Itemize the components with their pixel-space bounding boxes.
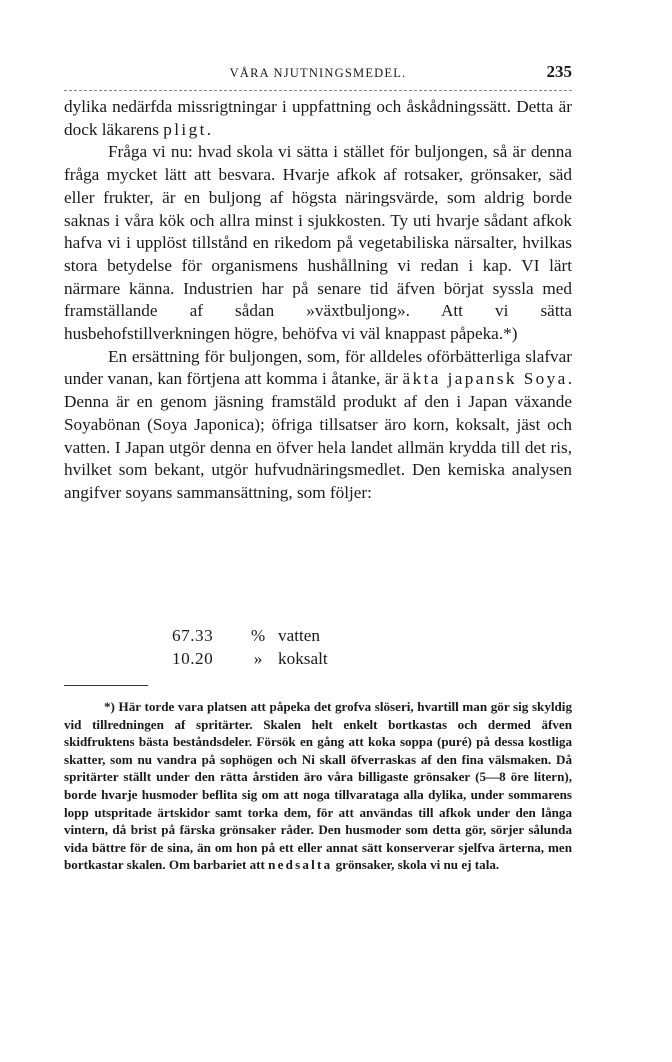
paragraph-3: [64, 346, 572, 505]
paragraph-2: Fråga vi nu: hvad skola vi sätta i stället för buljongen, så är denna fråga mycket lätt att besvara. Hvarje afkok af rotsaker, grönsaker, säd eller frukter, är en buljong af högsta näringsvärde, som aldrig borde saknas i våra kök och allra minst i sjukkosten. Ty uti hvarje sådant afkok hafva vi i upplöst tillstånd en rikedom på vegetabiliska närsalter, hvilkas stora betydelse för organismens hushållning vi redan i kap. VI lärt närmare känna. Industrien har på senare tid äfven börjat syssla med framställande af sådan »växtbuljong». Att vi sätta husbehofstillverkningen högre, behöfva vi väl knappast påpeka.*): [64, 142, 572, 344]
paragraph-1-end: .: [206, 119, 212, 139]
page-header: [64, 62, 572, 86]
paragraph-1-text: dylika nedärfda missrigtningar i uppfattning och åskådningssätt. Detta är dock läkarens: [64, 97, 572, 139]
table-unit: %: [250, 626, 266, 645]
table-name: koksalt: [278, 649, 328, 668]
emphasis-soya: äkta japansk Soya: [402, 369, 568, 389]
footnote-end: grönsaker, skola vi nu ej tala.: [332, 857, 500, 873]
table-value: 67.33: [172, 626, 214, 645]
header-rule: [64, 90, 572, 91]
footnote: [64, 698, 572, 874]
table-unit: »: [253, 649, 263, 668]
paragraph-3-text: En ersättning för buljongen, som, för alldeles oförbätterliga slafvar under vanan, kan förtjena att komma i åtanke, är: [64, 346, 572, 389]
paragraph-1: [64, 96, 572, 141]
table-row: [172, 647, 398, 670]
footnote-text: *) Här torde vara platsen att påpeka det grofva slöseri, hvartill man gör sig skyldig vid tillredningen af spritärter. Skalen helt enkelt bortkastas och dermed äfven skidfruktens bästa beståndsdeler. Försök en gång att koka soppa (puré) på dessa kostliga skatter, som nu vandra på sophögen och Ni skall öfverraskas af den fina välsmaken. Då spritärter ställt under den rätta årstiden äro våra billigaste grönsaker (5—8 öre litern), borde hvarje husmoder beflita sig om att noga tillvarataga alla dylika, under sommarens lopp utspritade ärtskidor samt torka dem, för att användas till afkok under den långa vintern, då brist på färska grönsaker råder. Den husmoder som detta gör, sörjer sålunda vida bättre för de sina, än om hon på ett eller annat sätt konserverar sjelfva ärterna, men bortkastar skalen. Om barbariet att: [64, 699, 572, 873]
table-name: vatten: [278, 626, 320, 645]
composition-table: [172, 624, 398, 670]
body-text: [64, 96, 572, 505]
running-head: VÅRA NJUTNINGSMEDEL.: [229, 66, 407, 80]
table-value: 10.20: [172, 649, 214, 668]
footnote-rule: [64, 685, 148, 686]
table-row: [172, 624, 398, 647]
emphasis-nedsalta: nedsalta: [268, 857, 333, 873]
page-number: 235: [546, 62, 572, 81]
emphasis-pligt: pligt: [163, 119, 207, 139]
footnote-text-wrap: [64, 699, 572, 872]
paragraph-3-end: . Denna är en genom jäsning framstäld produkt af den i Japan växande Soyabönan (Soya Japonica); öfriga tillsatser äro korn, koksalt, jäst och vatten. I Japan utgör denna en öfver hela landet allmän krydda till det ris, hvilket som bekant, utgör hufvudnäringsmedlet. Den kemiska analysen angifver soyans sammansättning, som följer:: [64, 369, 572, 502]
